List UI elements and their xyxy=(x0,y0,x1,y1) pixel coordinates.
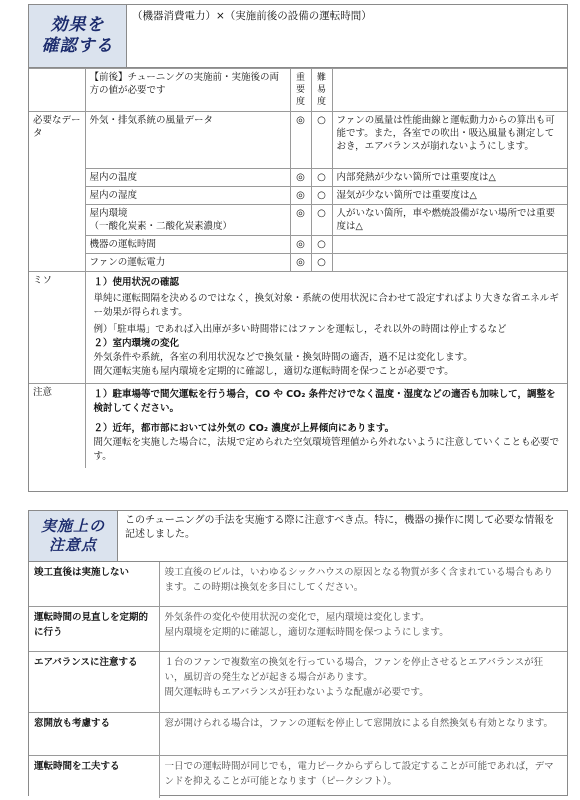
row-note: 湿気が少ない箇所では重要度は△ xyxy=(332,187,567,205)
notes-label: エアバランスに注意する xyxy=(29,652,159,713)
table-row xyxy=(29,205,567,236)
caution-p1: １）駐車場等で間欠運転を行う場合，CO や CO₂ 条件だけでなく温度・湿度などの適否も加味して，調整を検討してください。 xyxy=(93,389,556,414)
row-item: 屋内環境 （一酸化炭素・二酸化炭素濃度） xyxy=(85,205,290,236)
notes-table xyxy=(29,562,567,798)
row-note: ファンの風量は性能曲線と運転動力からの算出も可能です。また，各室での吹出・吸込風量も測定しておき，エアバランスが崩れないようにします。 xyxy=(332,112,567,169)
caution-p2-title: ２）近年，都市部においては外気の CO₂ 濃度が上昇傾向にあります。 xyxy=(93,423,395,434)
table-row xyxy=(29,254,567,272)
effect-section xyxy=(28,4,568,492)
row-item: ファンの運転電力 xyxy=(85,254,290,272)
difficulty-mark: ○ xyxy=(311,187,332,205)
notes-intro: このチューニングの手法を実施する際に注意すべき点。特に，機器の操作に関して必要な情報を記述しました。 xyxy=(125,515,555,540)
notes-label: 窓開放も考慮する xyxy=(29,713,159,756)
miso-p1-title: １）使用状況の確認 xyxy=(93,277,180,288)
notes-row xyxy=(29,607,567,652)
implementation-notes-section xyxy=(28,510,568,796)
notes-label: 竣工直後は実施しない xyxy=(29,562,159,607)
notes-row xyxy=(29,652,567,713)
difficulty-mark: ○ xyxy=(311,236,332,254)
header-item: 【前後】チューニングの実施前・実施後の両方の値が必要です xyxy=(85,69,290,112)
notes-row xyxy=(29,562,567,607)
row-note xyxy=(332,236,567,254)
importance-mark: ◎ xyxy=(290,205,311,236)
required-data-table xyxy=(29,68,567,468)
importance-mark: ◎ xyxy=(290,112,311,169)
importance-mark: ◎ xyxy=(290,169,311,187)
caution-label: 注意 xyxy=(29,384,85,469)
miso-content xyxy=(85,272,567,384)
notes-label: 運転時間を工夫する xyxy=(29,756,159,799)
notes-row xyxy=(29,713,567,756)
table-row xyxy=(29,169,567,187)
miso-p2-title: ２）室内環境の変化 xyxy=(93,338,180,349)
difficulty-mark: ○ xyxy=(311,254,332,272)
row-item: 機器の運転時間 xyxy=(85,236,290,254)
row-note: 内部発熱が少ない箇所では重要度は△ xyxy=(332,169,567,187)
notes-badge: 実施上の 注意点 xyxy=(29,511,118,561)
row-item: 屋内の湿度 xyxy=(85,187,290,205)
table-row xyxy=(29,187,567,205)
caution-row xyxy=(29,384,567,469)
miso-label: ミソ xyxy=(29,272,85,384)
table-header-row xyxy=(29,69,567,112)
miso-p1-example: 例）「駐車場」であれば入出庫が多い時間帯にはファンを運転し，それ以外の時間は停止するなど xyxy=(93,324,507,335)
table-row xyxy=(29,236,567,254)
row-note: 人がいない箇所，車や燃焼設備がない場所では重要度は△ xyxy=(332,205,567,236)
importance-mark: ◎ xyxy=(290,254,311,272)
difficulty-mark: ○ xyxy=(311,112,332,169)
notes-row xyxy=(29,756,567,799)
notes-header xyxy=(29,511,567,562)
notes-text: 外気条件の変化や使用状況の変化で，屋内環境は変化します。 屋内環境を定期的に確認し，適切な運転時間を保つようにします。 xyxy=(159,607,567,652)
header-difficulty: 難易度 xyxy=(311,69,332,112)
notes-text: 竣工直後のビルは，いわゆるシックハウスの原因となる物質が多く含まれている場合もあります。この時期は換気を多目にしてください。 xyxy=(159,562,567,607)
table-row xyxy=(29,112,567,169)
effect-header xyxy=(29,5,567,68)
notes-text: 一日での運転時間が同じでも，電力ピークからずらして設定することが可能であれば，デマンドを抑えることが可能となります（ピークシフト）。 xyxy=(159,756,567,799)
difficulty-mark: ○ xyxy=(311,205,332,236)
row-item: 外気・排気系統の風量データ xyxy=(85,112,290,169)
caution-content xyxy=(85,384,567,469)
row-item: 屋内の温度 xyxy=(85,169,290,187)
importance-mark: ◎ xyxy=(290,236,311,254)
notes-label: 運転時間の見直しを定期的に行う xyxy=(29,607,159,652)
header-importance: 重要度 xyxy=(290,69,311,112)
group-label: 必要なデータ xyxy=(29,112,85,272)
importance-mark: ◎ xyxy=(290,187,311,205)
miso-p1-body: 単純に運転間隔を決めるのではなく，換気対象・系統の使用状況に合わせて設定すればより大きな省エネルギー効果が得られます。 xyxy=(93,293,559,318)
notes-text: １台のファンで複数室の換気を行っている場合，ファンを停止させるとエアバランスが狂い，風切音の発生などが起きる場合があります。 間欠運転時もエアバランスが狂わないような配慮が必要です。 xyxy=(159,652,567,713)
miso-row xyxy=(29,272,567,384)
effect-formula: （機器消費電力）×（実施前後の設備の運転時間） xyxy=(132,10,372,22)
caution-p2-body: 間欠運転を実施した場合に，法規で定められた空気環境管理値から外れないように注意していくことも必要です。 xyxy=(93,437,560,462)
effect-badge: 効果を 確認する xyxy=(29,5,127,67)
miso-p2-body2: 間欠運転実施も屋内環境を定期的に確認し，適切な運転時間を保つことが必要です。 xyxy=(93,366,454,377)
miso-p2-body: 外気条件や系統，各室の利用状況などで換気量・換気時間の適否，過不足は変化します。 xyxy=(93,352,473,363)
notes-text: 窓が開けられる場合は，ファンの運転を停止して窓開放による自然換気も有効となります。 xyxy=(159,713,567,756)
difficulty-mark: ○ xyxy=(311,169,332,187)
row-note xyxy=(332,254,567,272)
